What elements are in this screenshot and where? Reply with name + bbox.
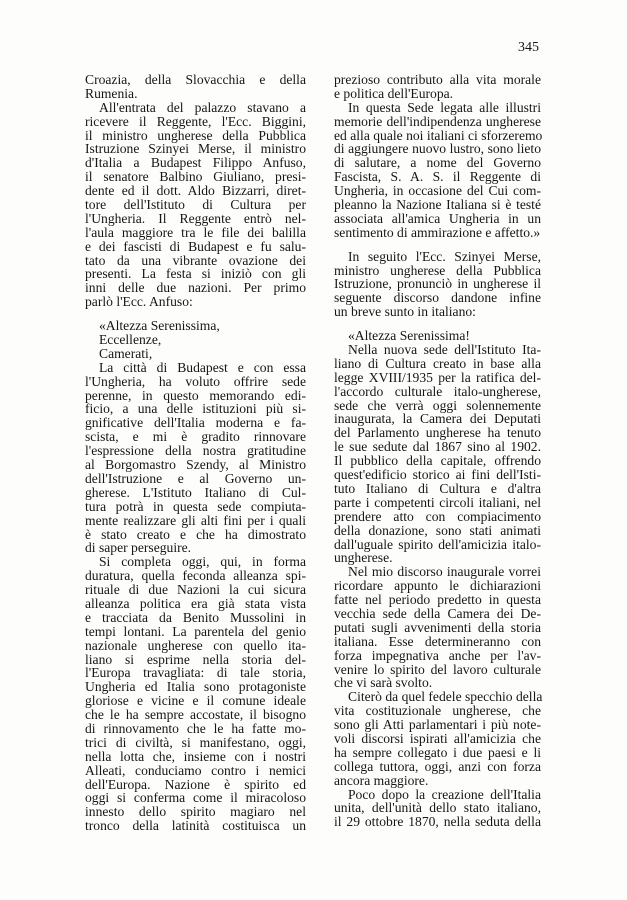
text-line: Fascista, S. A. S. il Reggente di (334, 169, 541, 185)
text-line: Rumenia. (85, 85, 138, 101)
text-line: della donazione, sono stati animati (334, 522, 541, 538)
text-line: presenti. La festa si iniziò con gli (85, 266, 306, 282)
text-line: e dei fascisti di Budapest e fu salu- (85, 238, 306, 254)
page-number: 345 (518, 40, 539, 55)
text-line: pleanno la Nazione Italiana si è testé (334, 197, 541, 213)
text-line: associata all'amica Ungheria in un (334, 210, 541, 226)
text-line: Ungheria, in occasione del Cui com- (334, 183, 541, 199)
text-line: nella lotta che, insieme con i nostri (85, 748, 306, 764)
text-line: Il pubblico della capitale, offrendo (334, 453, 541, 469)
text-line: Eccellenze, (99, 332, 162, 348)
text-line: inni delle due nazioni. Per primo (85, 280, 306, 296)
text-line: dall'uguale spirito dell'amicizia italo- (334, 536, 541, 552)
text-line: l'Europa travagliata: di tale storia, (85, 665, 306, 681)
text-line: venire lo spirito del lavoro culturale (334, 661, 541, 677)
text-line: perenne, in questo memorando edi- (85, 387, 306, 403)
text-line: nazionale ungherese con quello ita- (85, 637, 306, 653)
text-line: d'Italia a Budapest Filippo Anfuso, (85, 155, 306, 171)
text-line: è stato creato e che ha dimostrato (85, 526, 306, 542)
text-line: italiana. Esse determineranno con (334, 633, 541, 649)
text-line: ricordare appunto le dichiarazioni (334, 578, 541, 594)
text-line: tato da una vibrante ovazione dei (85, 252, 306, 268)
text-line: prezioso contributo alla vita morale (334, 72, 541, 87)
text-line: seguente discorso dandone infine (334, 290, 541, 306)
text-line: putati sugli avvenimenti della storia (334, 619, 541, 635)
text-line: rituale di due Nazioni la cui sicura (85, 582, 306, 598)
text-line: tura potrà in questa sede compiuta- (85, 498, 306, 514)
text-line: dell'Istruzione e al Governo un- (85, 470, 306, 486)
text-line: mente realizzare gli alti fini per i quali (85, 512, 306, 528)
text-line: In questa Sede legata alle illustri (348, 99, 541, 115)
text-line: di rinnovamento che le ha fatte mo- (85, 720, 306, 736)
text-line: Istruzione, pronunciò in ungherese il (334, 276, 541, 292)
text-line: duratura, quella feconda alleanza spi- (85, 568, 306, 584)
text-line: ha sempre collegato i due paesi e li (334, 744, 541, 760)
text-line: tore dell'Istituto di Cultura per (85, 197, 306, 213)
text-line: La città di Budapest e con essa (99, 359, 306, 375)
text-line: di saper perseguire. (85, 540, 192, 556)
text-line: Citerò da quel fedele specchio della (348, 689, 543, 705)
text-line: Nella nuova sede dell'Istituto Ita- (348, 342, 541, 358)
text-line: un breve sunto in italiano: (334, 304, 476, 320)
text-line: «Altezza Serenissima! (348, 328, 470, 344)
text-column-left (85, 73, 306, 833)
text-line: collega tuttora, oggi, anzi con forza (334, 758, 541, 774)
text-line: dell'Europa. Nazione è spirito ed (85, 776, 306, 792)
text-line: di aggiungere nuovo lustro, sono lieto (334, 141, 541, 157)
text-line: l'aula maggiore tra le file dei balilla (85, 224, 306, 240)
text-line: In seguito l'Ecc. Szinyei Merse, (348, 248, 541, 264)
text-line: di salutare, a nome del Governo (334, 155, 541, 171)
text-line: ancora maggiore. (334, 772, 429, 788)
text-line: e tracciata da Benito Mussolini in (85, 609, 306, 625)
text-line: vita costituzionale ungherese, che (334, 703, 541, 719)
text-line: fatte nel periodo predetto in questa (334, 592, 541, 608)
text-line: Ungheria ed Italia sono protagoniste (85, 679, 306, 695)
text-line: tuto Italiano di Cultura e d'altra (334, 480, 541, 496)
text-line: sentimento di ammirazione e affetto.» (334, 224, 541, 240)
text-line: sede che verrà oggi solennemente (334, 397, 541, 413)
text-line: inaugurata, la Camera dei Deputati (334, 411, 541, 427)
text-line: del Parlamento ungherese ha tenuto (334, 425, 541, 441)
text-line: prendere atto con compiacimento (334, 508, 541, 524)
text-line: gloriose e vicine e il comune ideale (85, 693, 306, 709)
text-line: ficio, a una delle istituzioni più si- (85, 401, 306, 417)
text-line: Poco dopo la creazione dell'Italia (348, 786, 541, 802)
text-line: oggi si conferma come il miracoloso (85, 790, 306, 806)
text-line: tronco della latinità costituisca un (85, 818, 306, 834)
text-line: tempi lontani. La parentela del genio (85, 623, 306, 639)
text-line: al Borgomastro Szendy, al Ministro (85, 457, 306, 473)
text-line: il ministro ungherese della Pubblica (85, 127, 306, 143)
text-line: Istruzione Szinyei Merse, il ministro (85, 141, 306, 157)
text-line: ungherese. (334, 550, 393, 566)
text-line: e politica dell'Europa. (334, 85, 454, 101)
text-line: ed alla quale noi italiani ci sforzeremo (334, 127, 543, 143)
text-line: Nel mio discorso inaugurale vorrei (348, 564, 541, 580)
text-line: il senatore Balbino Giuliano, presi- (85, 169, 306, 185)
text-line: forza impegnativa anche per l'av- (334, 647, 541, 663)
text-line: Croazia, della Slovacchia e della (85, 72, 306, 87)
text-line: vecchia sede della Camera dei De- (334, 605, 541, 621)
text-line: che le ha sempre accostate, il bisogno (85, 707, 306, 723)
text-line: parte i competenti circoli italiani, nel (334, 494, 541, 510)
text-line: quest'edificio storico ai fini dell'Isti- (334, 467, 541, 483)
text-line: trici di civiltà, si manifestano, oggi, (85, 734, 306, 750)
text-line: liano si esprime nella storia del- (85, 651, 306, 667)
text-line: legge XVIII/1935 per la ratifica del- (334, 369, 541, 385)
text-line: gherese. L'Istituto Italiano di Cul- (85, 484, 306, 500)
text-line: che vi sarà svolto. (334, 675, 433, 691)
text-line: gnificative dell'Italia moderna e fa- (85, 415, 306, 431)
text-line: voli discorsi ispirati all'amicizia che (334, 730, 541, 746)
text-line: l'accordo culturale italo-ungherese, (334, 383, 541, 399)
text-line: liano di Cultura creato in base alla (334, 355, 541, 371)
text-line: All'entrata del palazzo stavano a (99, 99, 306, 115)
text-line: Camerati, (99, 345, 153, 361)
text-line: l'espressione della nostra gratitudine (85, 443, 306, 459)
text-line: alleanza politica era già stata vista (85, 595, 306, 611)
text-line: Si completa oggi, qui, in forma (99, 554, 306, 570)
text-line: sono gli Atti parlamentari i più note- (334, 717, 541, 733)
text-line: l'Ungheria, ha voluto offrire sede (85, 373, 306, 389)
text-line: Alleati, conduciamo contro i nemici (85, 762, 306, 778)
text-line: il 29 ottobre 1870, nella seduta della (334, 814, 541, 830)
text-column-right (334, 73, 541, 829)
text-line: innesto dello spirito magiaro nel (85, 804, 306, 820)
text-line: le sue sedute dal 1867 sino al 1902. (334, 439, 541, 455)
text-line: ricevere il Reggente, l'Ecc. Biggini, (85, 113, 306, 129)
text-line: «Altezza Serenissima, (99, 318, 220, 334)
text-line: l'Ungheria. Il Reggente entrò nel- (85, 210, 306, 226)
text-line: scista, e mi è gradito rinnovare (85, 429, 306, 445)
text-line: parlò l'Ecc. Anfuso: (85, 294, 193, 310)
text-line: unita, dell'unità dello stato italiano, (334, 800, 541, 816)
text-line: ministro ungherese della Pubblica (334, 262, 541, 278)
text-line: dente ed il dott. Aldo Bizzarri, diret- (85, 183, 306, 199)
text-line: memorie dell'indipendenza ungherese (334, 113, 541, 129)
